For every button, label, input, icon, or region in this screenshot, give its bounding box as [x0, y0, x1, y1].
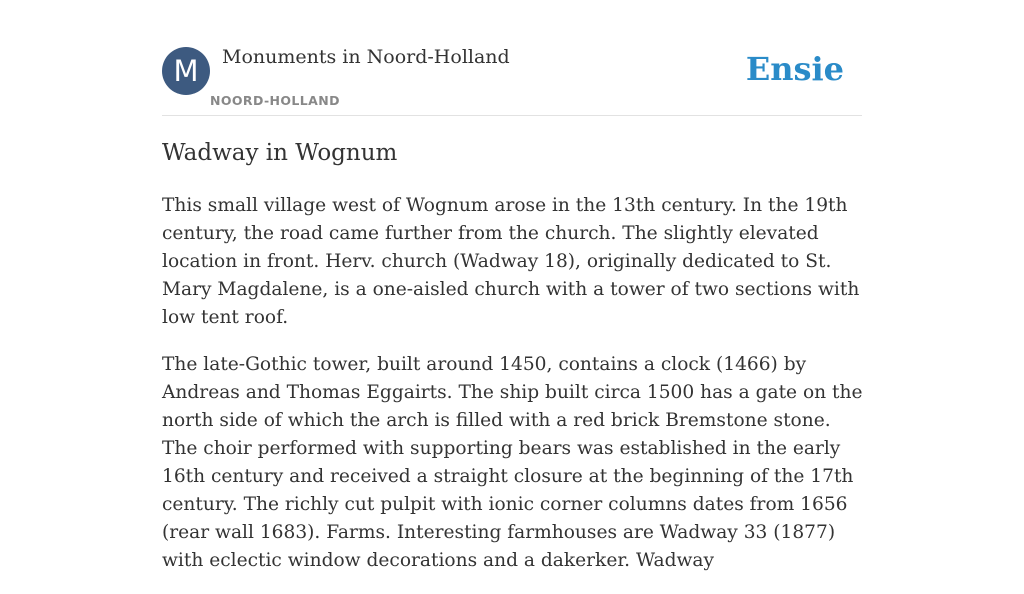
page-title: Wadway in Wognum: [162, 140, 398, 166]
header: [162, 0, 862, 116]
article-paragraph: The late-Gothic tower, built around 1450, contains a clock (1466) by Andreas and Thomas Eggairts. The ship built circa 1500 has a gate on the north side of which the arch is filled with a red brick Bremstone stone. The choir performed with supporting bears was established in the early 16th century and received a straight closure at the beginning of the 17th century. The richly cut pulpit with ionic corner columns dates from 1656 (rear wall 1683). Farms. Interesting farmhouses are Wadway 33 (1877) with eclectic window decorations and a dakerker. Wadway: [162, 354, 863, 571]
article-body: [162, 192, 864, 594]
category-label[interactable]: NOORD-HOLLAND: [210, 93, 340, 108]
collection-title[interactable]: Monuments in Noord-Holland: [222, 46, 510, 68]
article-paragraph: This small village west of Wognum arose in the 13th century. In the 19th century, the road came further from the church. The slightly elevated location in front. Herv. church (Wadway 18), originally dedicated to St. Mary Magdalene, is a one-aisled church with a tower of two sections with low tent roof.: [162, 195, 860, 328]
avatar[interactable]: M: [162, 47, 210, 95]
page-container: [162, 0, 863, 571]
brand-logo[interactable]: Ensie: [745, 50, 844, 88]
